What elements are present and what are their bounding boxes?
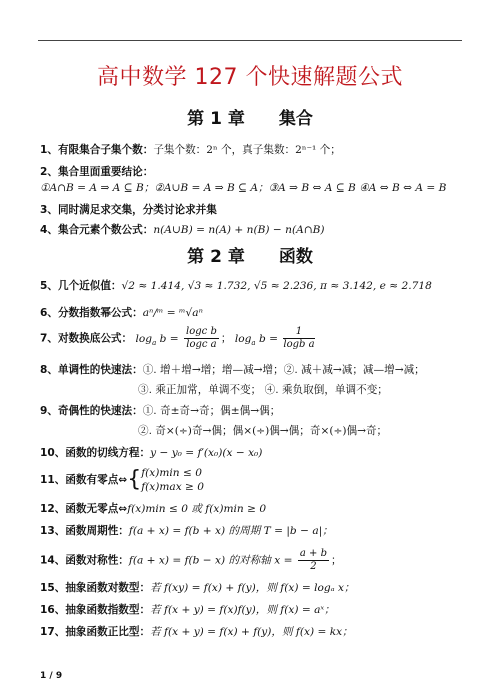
item-11-conditions xyxy=(141,466,204,494)
item-11-label: 11、函数有零点⇔ xyxy=(40,474,128,486)
item-13 xyxy=(40,523,464,538)
item-12-label: 12、函数无零点⇔ xyxy=(40,503,128,515)
item-9 xyxy=(40,403,464,418)
item-11-top: f(x)min ≤ 0 xyxy=(141,467,202,479)
item-3 xyxy=(40,202,464,217)
item-14-den: 2 xyxy=(310,561,317,572)
item-2-conclusions xyxy=(40,180,464,195)
item-11-brace: { xyxy=(127,467,142,492)
chapter-1-number: 第 1 章 xyxy=(187,109,245,129)
item-9-text-1: ①. 奇±奇→奇；偶±偶→偶； xyxy=(142,405,281,417)
item-9-text-2: ②. 奇×(÷)奇→偶；偶×(÷)偶→偶；奇×(÷)偶→奇； xyxy=(138,425,388,437)
item-12-formula: f(x)min ≤ 0 或 f(x)min ≥ 0 xyxy=(127,503,267,515)
item-7-fraction-2 xyxy=(283,326,314,351)
item-8-label: 8、单调性的快速法： xyxy=(40,364,143,376)
item-14 xyxy=(40,548,464,573)
item-15 xyxy=(40,580,464,595)
item-10-formula: y − y₀ = f′(x₀)(x − x₀) xyxy=(150,447,263,459)
item-13-formula: f(a + x) = f(b + x) 的周期 T = |b − a|； xyxy=(128,525,333,537)
item-17-formula: 若 f(x + y) = f(x) + f(y)，则 f(x) = kx； xyxy=(150,626,353,638)
item-5 xyxy=(40,278,464,293)
item-8 xyxy=(40,362,464,377)
item-14-label: 14、函数对称性： xyxy=(40,554,129,567)
item-7-num-1: logc b xyxy=(186,326,217,337)
item-7-fraction-1 xyxy=(184,326,219,351)
item-9-label: 9、奇偶性的快速法： xyxy=(40,405,143,417)
item-14-fraction xyxy=(298,548,329,573)
item-2-text: ①A∩B = A ⇒ A ⊆ B；②A∪B = A ⇒ B ⊆ A；③A ⇒ B ⇔ A ⊆ B ④A ⇔ B ⇔ A = B xyxy=(40,182,447,194)
item-12 xyxy=(40,501,464,516)
item-7-label: 7、对数换底公式： xyxy=(40,332,133,345)
chapter-2-number: 第 2 章 xyxy=(187,247,245,267)
item-16-formula: 若 f(x + y) = f(x)f(y)，则 f(x) = aˣ； xyxy=(150,604,335,616)
item-10 xyxy=(40,445,464,460)
item-3-label: 3、同时满足求交集，分类讨论求并集 xyxy=(40,204,217,216)
item-4-label: 4、集合元素个数公式： xyxy=(40,224,154,236)
item-7-separator: ； xyxy=(220,332,232,345)
item-14-formula: f(a + x) = f(b − x) 的对称轴 x = xyxy=(128,554,293,567)
page-title: 高中数学 127 个快速解题公式 xyxy=(97,65,403,90)
item-5-label: 5、几个近似值： xyxy=(40,280,122,292)
chapter-1-name: 集合 xyxy=(278,109,313,129)
item-8-text-2: ③. 乘正加常，单调不变； ④. 乘负取倒，单调不变； xyxy=(138,384,388,396)
item-14-num: a + b xyxy=(299,548,327,559)
item-4 xyxy=(40,222,464,237)
item-16 xyxy=(40,602,464,617)
item-7-log-a: $\log_a b$ = xyxy=(135,332,179,347)
chapter-2-heading xyxy=(0,242,500,267)
top-rule xyxy=(38,40,462,41)
item-7-den-2: logb a xyxy=(283,339,315,350)
item-1-label: 1、有限集合子集个数： xyxy=(40,144,154,156)
item-6 xyxy=(40,305,464,320)
item-13-label: 13、函数周期性： xyxy=(40,525,129,537)
item-5-formula: √2 ≈ 1.414, √3 ≈ 1.732, √5 ≈ 2.236, π ≈ 3.142, e ≈ 2.718 xyxy=(121,280,432,292)
item-1-text: 子集个数：2ⁿ 个，真子集数：2ⁿ⁻¹ 个； xyxy=(153,144,341,156)
item-1 xyxy=(40,142,464,157)
item-7-num-2: 1 xyxy=(283,326,314,339)
item-17 xyxy=(40,624,464,639)
item-7-log-a-2: $\log_a b$ = xyxy=(234,332,278,347)
item-11-bottom: f(x)max ≥ 0 xyxy=(141,481,205,493)
item-7-den-1: logc a xyxy=(186,339,217,350)
item-9-cont xyxy=(138,423,464,438)
page-number: 1 / 9 xyxy=(40,671,63,681)
item-15-formula: 若 f(xy) = f(x) + f(y)，则 f(x) = logₐ x； xyxy=(150,582,355,594)
chapter-1-heading xyxy=(0,104,500,129)
item-6-formula: aⁿ/ᵐ = ᵐ√aⁿ xyxy=(142,307,203,319)
item-6-label: 6、分数指数幂公式： xyxy=(40,307,143,319)
chapter-2-name: 函数 xyxy=(278,247,313,267)
item-8-text-1: ①. 增＋增→增；增—减→增；②. 减＋减→减；减—增→减； xyxy=(142,364,425,376)
item-15-label: 15、抽象函数对数型： xyxy=(40,582,151,594)
item-8-cont xyxy=(138,382,464,397)
item-11 xyxy=(40,466,464,494)
item-16-label: 16、抽象函数指数型： xyxy=(40,604,151,616)
item-14-tail: ； xyxy=(330,554,342,567)
item-17-label: 17、抽象函数正比型： xyxy=(40,626,151,638)
item-2-label: 2、集合里面重要结论： xyxy=(40,166,154,178)
item-2 xyxy=(40,164,464,179)
item-4-formula: n(A∪B) = n(A) + n(B) − n(A∩B) xyxy=(153,224,325,236)
item-10-label: 10、函数的切线方程： xyxy=(40,447,151,459)
item-7 xyxy=(40,326,464,351)
